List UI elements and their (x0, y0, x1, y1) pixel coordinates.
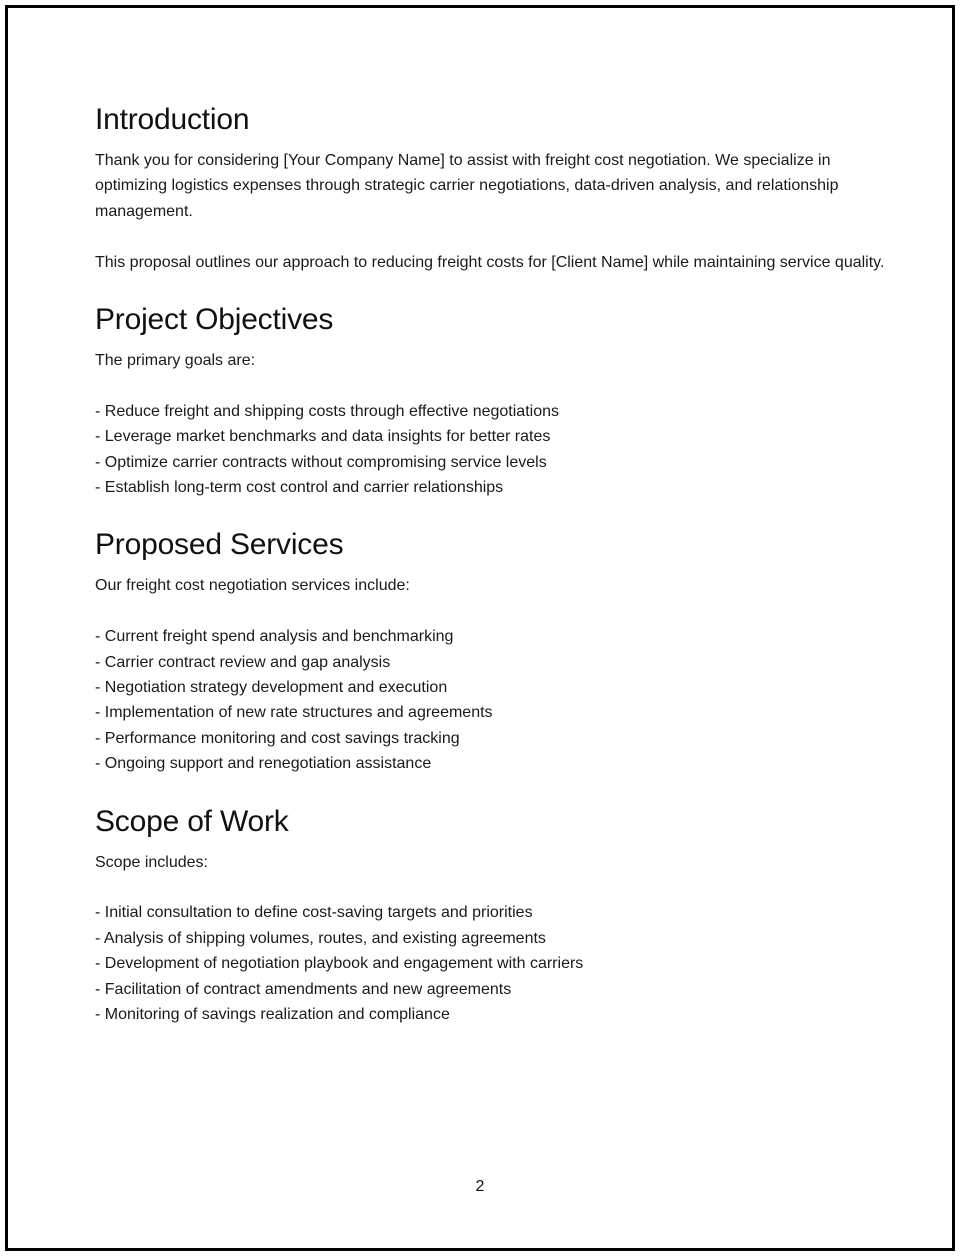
scope-list (95, 900, 885, 1027)
list-item: - Analysis of shipping volumes, routes, and existing agreements (95, 929, 546, 947)
scope-intro: Scope includes: (95, 853, 208, 871)
intro-paragraph-2: This proposal outlines our approach to reducing freight costs for [Client Name] while maintaining service quality. (95, 253, 885, 271)
section-introduction (95, 100, 885, 275)
document-page (5, 5, 955, 1251)
list-item: - Implementation of new rate structures and agreements (95, 704, 493, 722)
section-services (95, 525, 885, 776)
list-item: - Leverage market benchmarks and data insights for better rates (95, 428, 551, 446)
objectives-list (95, 399, 885, 501)
section-title-objectives: Project Objectives (95, 303, 334, 337)
list-item: - Initial consultation to define cost-saving targets and priorities (95, 904, 533, 922)
list-item: - Reduce freight and shipping costs through effective negotiations (95, 402, 559, 420)
list-item: - Ongoing support and renegotiation assistance (95, 755, 432, 773)
objectives-intro: The primary goals are: (95, 352, 256, 370)
section-title-services: Proposed Services (95, 528, 344, 562)
section-scope (95, 802, 885, 1028)
list-item: - Performance monitoring and cost savings tracking (95, 729, 460, 747)
services-intro: Our freight cost negotiation services include: (95, 577, 410, 595)
list-item: - Monitoring of savings realization and compliance (95, 1006, 450, 1024)
list-item: - Carrier contract review and gap analysis (95, 653, 391, 671)
section-objectives (95, 300, 885, 500)
section-title-scope: Scope of Work (95, 804, 289, 838)
section-title-introduction: Introduction (95, 103, 250, 136)
list-item: - Establish long-term cost control and carrier relationships (95, 479, 504, 497)
page-content (95, 100, 885, 1053)
list-item: - Development of negotiation playbook and engagement with carriers (95, 955, 584, 973)
list-item: - Current freight spend analysis and benchmarking (95, 628, 454, 646)
page-number: 2 (475, 1178, 485, 1195)
list-item: - Facilitation of contract amendments and new agreements (95, 980, 512, 998)
list-item: - Optimize carrier contracts without compromising service levels (95, 453, 547, 471)
intro-paragraph-1: Thank you for considering [Your Company Name] to assist with freight cost negotiation. We specialize in optimizing logistics expenses through strategic carrier negotiations, data-driven analysis, and relationship management. (95, 152, 839, 220)
list-item: - Negotiation strategy development and execution (95, 679, 448, 697)
services-list (95, 624, 885, 776)
